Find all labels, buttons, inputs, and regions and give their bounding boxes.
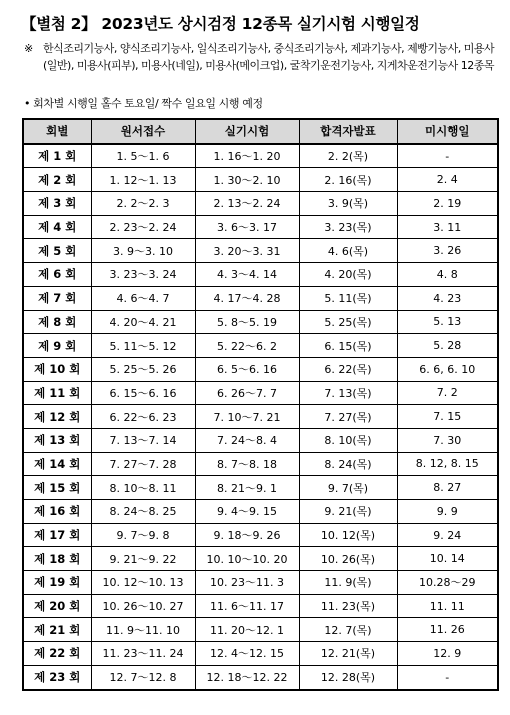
table-row: [23, 428, 498, 452]
cell-round: 제 19 회: [23, 571, 91, 595]
cell-result-announcement: 4. 6(목): [299, 239, 397, 263]
cell-result-announcement: 4. 20(목): [299, 263, 397, 287]
cell-round: 제 23 회: [23, 665, 91, 689]
cell-non-exam-day: 5. 28: [397, 334, 498, 358]
cell-round: 제 6 회: [23, 263, 91, 287]
cell-non-exam-day: 7. 15: [397, 405, 498, 429]
cell-non-exam-day: 3. 11: [397, 215, 498, 239]
cell-non-exam-day: 2. 19: [397, 192, 498, 216]
table-row: [23, 405, 498, 429]
cell-round: 제 17 회: [23, 523, 91, 547]
cell-practical-exam: 10. 23～11. 3: [195, 571, 299, 595]
table-row: [23, 500, 498, 524]
table-row: [23, 144, 498, 168]
cell-result-announcement: 2. 16(목): [299, 168, 397, 192]
table-row: [23, 263, 498, 287]
cell-round: 제 4 회: [23, 215, 91, 239]
cell-result-announcement: 9. 21(목): [299, 500, 397, 524]
cell-application: 8. 10～8. 11: [91, 476, 195, 500]
cell-non-exam-day: 12. 9: [397, 642, 498, 666]
table-row: [23, 594, 498, 618]
cell-practical-exam: 10. 10～10. 20: [195, 547, 299, 571]
cell-application: 1. 12～1. 13: [91, 168, 195, 192]
cell-non-exam-day: 8. 27: [397, 476, 498, 500]
cell-practical-exam: 8. 21～9. 1: [195, 476, 299, 500]
cell-non-exam-day: 11. 26: [397, 618, 498, 642]
cell-non-exam-day: 5. 13: [397, 310, 498, 334]
cell-round: 제 12 회: [23, 405, 91, 429]
cell-practical-exam: 1. 30～2. 10: [195, 168, 299, 192]
cell-application: 2. 23～2. 24: [91, 215, 195, 239]
table-row: [23, 192, 498, 216]
table-row: [23, 642, 498, 666]
cell-practical-exam: 4. 3～4. 14: [195, 263, 299, 287]
cell-result-announcement: 6. 22(목): [299, 357, 397, 381]
table-row: [23, 618, 498, 642]
cell-round: 제 11 회: [23, 381, 91, 405]
table-row: [23, 381, 498, 405]
cell-application: 3. 23～3. 24: [91, 263, 195, 287]
cell-result-announcement: 11. 23(목): [299, 594, 397, 618]
cell-non-exam-day: 9. 9: [397, 500, 498, 524]
cell-application: 2. 2～2. 3: [91, 192, 195, 216]
cell-application: 9. 21～9. 22: [91, 547, 195, 571]
cell-result-announcement: 2. 2(목): [299, 144, 397, 168]
cell-application: 10. 12～10. 13: [91, 571, 195, 595]
cell-practical-exam: 5. 22～6. 2: [195, 334, 299, 358]
cell-application: 3. 9～3. 10: [91, 239, 195, 263]
cell-result-announcement: 10. 12(목): [299, 523, 397, 547]
table-row: [23, 215, 498, 239]
table-row: [23, 239, 498, 263]
cell-round: 제 21 회: [23, 618, 91, 642]
cell-round: 제 9 회: [23, 334, 91, 358]
cell-application: 10. 26～10. 27: [91, 594, 195, 618]
schedule-table: [22, 118, 499, 691]
cell-practical-exam: 3. 6～3. 17: [195, 215, 299, 239]
cell-practical-exam: 7. 24～8. 4: [195, 428, 299, 452]
header-result-announcement: 합격자발표: [299, 119, 397, 144]
cell-result-announcement: 10. 26(목): [299, 547, 397, 571]
cell-practical-exam: 8. 7～8. 18: [195, 452, 299, 476]
cell-round: 제 10 회: [23, 357, 91, 381]
cell-practical-exam: 4. 17～4. 28: [195, 286, 299, 310]
table-row: [23, 334, 498, 358]
cell-result-announcement: 7. 13(목): [299, 381, 397, 405]
header-practical-exam: 실기시험: [195, 119, 299, 144]
cell-application: 5. 11～5. 12: [91, 334, 195, 358]
cell-practical-exam: 6. 5～6. 16: [195, 357, 299, 381]
cell-non-exam-day: 10. 14: [397, 547, 498, 571]
cell-application: 5. 25～5. 26: [91, 357, 195, 381]
reference-mark-icon: ※: [24, 42, 33, 55]
cell-round: 제 5 회: [23, 239, 91, 263]
table-row: [23, 452, 498, 476]
cell-application: 6. 15～6. 16: [91, 381, 195, 405]
cell-practical-exam: 11. 20～12. 1: [195, 618, 299, 642]
cell-result-announcement: 12. 7(목): [299, 618, 397, 642]
cell-result-announcement: 12. 28(목): [299, 665, 397, 689]
cell-practical-exam: 3. 20～3. 31: [195, 239, 299, 263]
cell-non-exam-day: -: [397, 144, 498, 168]
table-row: [23, 476, 498, 500]
table-row: [23, 523, 498, 547]
cell-result-announcement: 11. 9(목): [299, 571, 397, 595]
schedule-note: • 회차별 시행일 홀수 토요일/ 짝수 일요일 시행 예정: [24, 97, 263, 110]
cell-practical-exam: 9. 18～9. 26: [195, 523, 299, 547]
cell-round: 제 14 회: [23, 452, 91, 476]
cell-non-exam-day: 7. 2: [397, 381, 498, 405]
cell-non-exam-day: 9. 24: [397, 523, 498, 547]
table-row: [23, 357, 498, 381]
cell-application: 4. 20～4. 21: [91, 310, 195, 334]
cell-result-announcement: 5. 25(목): [299, 310, 397, 334]
cell-result-announcement: 8. 10(목): [299, 428, 397, 452]
table-row: [23, 665, 498, 689]
cell-practical-exam: 12. 4～12. 15: [195, 642, 299, 666]
cell-application: 8. 24～8. 25: [91, 500, 195, 524]
cell-non-exam-day: 7. 30: [397, 428, 498, 452]
document-title: 【별첨 2】 2023년도 상시검정 12종목 실기시험 시행일정: [21, 15, 420, 33]
table-row: [23, 571, 498, 595]
table-row: [23, 310, 498, 334]
cell-practical-exam: 7. 10～7. 21: [195, 405, 299, 429]
cell-round: 제 16 회: [23, 500, 91, 524]
table-row: [23, 168, 498, 192]
cell-application: 9. 7～9. 8: [91, 523, 195, 547]
cell-round: 제 22 회: [23, 642, 91, 666]
target-items-note: [24, 40, 500, 74]
cell-round: 제 1 회: [23, 144, 91, 168]
table-header-row: [23, 119, 498, 144]
table-body: [23, 144, 498, 690]
cell-round: 제 18 회: [23, 547, 91, 571]
cell-result-announcement: 3. 23(목): [299, 215, 397, 239]
header-application: 원서접수: [91, 119, 195, 144]
cell-result-announcement: 6. 15(목): [299, 334, 397, 358]
cell-non-exam-day: 4. 8: [397, 263, 498, 287]
cell-non-exam-day: 3. 26: [397, 239, 498, 263]
cell-round: 제 20 회: [23, 594, 91, 618]
cell-round: 제 2 회: [23, 168, 91, 192]
cell-result-announcement: 7. 27(목): [299, 405, 397, 429]
cell-practical-exam: 1. 16～1. 20: [195, 144, 299, 168]
cell-application: 12. 7～12. 8: [91, 665, 195, 689]
cell-round: 제 7 회: [23, 286, 91, 310]
cell-round: 제 13 회: [23, 428, 91, 452]
cell-round: 제 8 회: [23, 310, 91, 334]
cell-practical-exam: 11. 6～11. 17: [195, 594, 299, 618]
cell-application: 1. 5～1. 6: [91, 144, 195, 168]
cell-non-exam-day: 8. 12, 8. 15: [397, 452, 498, 476]
cell-non-exam-day: 11. 11: [397, 594, 498, 618]
cell-result-announcement: 8. 24(목): [299, 452, 397, 476]
cell-result-announcement: 5. 11(목): [299, 286, 397, 310]
cell-result-announcement: 9. 7(목): [299, 476, 397, 500]
table-row: [23, 286, 498, 310]
cell-non-exam-day: 4. 23: [397, 286, 498, 310]
cell-practical-exam: 12. 18～12. 22: [195, 665, 299, 689]
cell-practical-exam: 6. 26～7. 7: [195, 381, 299, 405]
cell-round: 제 3 회: [23, 192, 91, 216]
cell-round: 제 15 회: [23, 476, 91, 500]
cell-application: 6. 22～6. 23: [91, 405, 195, 429]
cell-practical-exam: 5. 8～5. 19: [195, 310, 299, 334]
cell-non-exam-day: 2. 4: [397, 168, 498, 192]
cell-application: 4. 6～4. 7: [91, 286, 195, 310]
header-non-exam-day: 미시행일: [397, 119, 498, 144]
cell-non-exam-day: -: [397, 665, 498, 689]
target-items-text: 한식조리기능사, 양식조리기능사, 일식조리기능사, 중식조리기능사, 제과기능사, 제빵기능사, 미용사(일반), 미용사(피부), 미용사(네일), 미용사(메이크업), 굴착기운전기능사, 지게차운전기능사 12종목: [43, 42, 495, 72]
cell-application: 11. 23～11. 24: [91, 642, 195, 666]
header-round: 회별: [23, 119, 91, 144]
cell-practical-exam: 2. 13～2. 24: [195, 192, 299, 216]
cell-non-exam-day: 6. 6, 6. 10: [397, 357, 498, 381]
cell-result-announcement: 12. 21(목): [299, 642, 397, 666]
cell-application: 7. 13～7. 14: [91, 428, 195, 452]
cell-practical-exam: 9. 4～9. 15: [195, 500, 299, 524]
cell-result-announcement: 3. 9(목): [299, 192, 397, 216]
cell-application: 7. 27～7. 28: [91, 452, 195, 476]
cell-non-exam-day: 10.28～29: [397, 571, 498, 595]
cell-application: 11. 9～11. 10: [91, 618, 195, 642]
table-row: [23, 547, 498, 571]
